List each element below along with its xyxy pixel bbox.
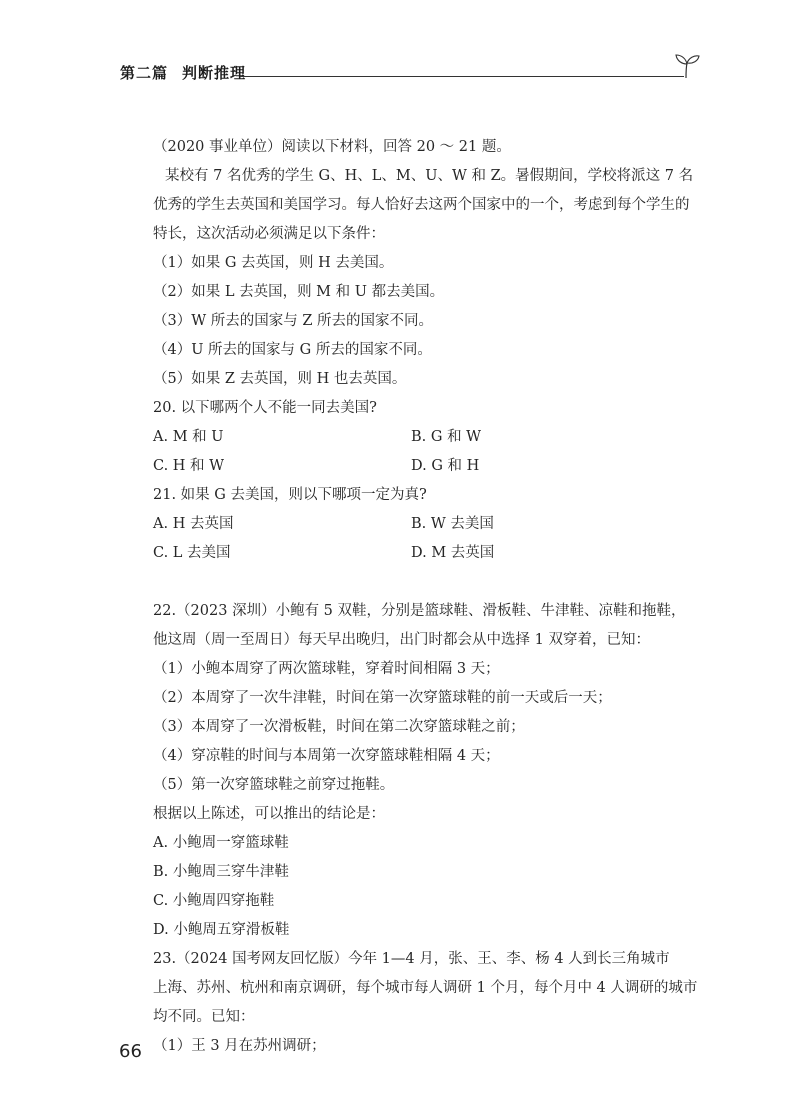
condition-line: （3）本周穿了一次滑板鞋，时间在第二次穿篮球鞋之前；: [153, 719, 525, 735]
condition-line: （4）U 所去的国家与 G 所去的国家不同。: [153, 342, 432, 358]
section-label: 第二篇: [120, 64, 169, 82]
q23-stem: 23.（2024 国考网友回忆版）今年 1—4 月，张、王、李、杨 4 人到长三角城市: [153, 951, 670, 967]
material-paragraph: 优秀的学生去英国和美国学习。每人恰好去这两个国家中的一个，考虑到每个学生的: [153, 197, 690, 213]
q21-options-row: [153, 510, 698, 539]
condition-line: （4）穿凉鞋的时间与本周第一次穿篮球鞋相隔 4 天；: [153, 748, 500, 764]
page-header: [112, 60, 702, 88]
condition-line: （1）小鲍本周穿了两次篮球鞋，穿着时间相隔 3 天；: [153, 661, 500, 677]
condition-line: （1）王 3 月在苏州调研；: [153, 1038, 326, 1054]
option-a: A. M 和 U: [153, 429, 224, 445]
option-b: B. W 去美国: [411, 516, 494, 532]
q22-stem: 22.（2023 深圳）小鲍有 5 双鞋，分别是篮球鞋、滑板鞋、牛津鞋、凉鞋和拖鞋，: [153, 603, 686, 619]
option-d: D. G 和 H: [411, 458, 480, 474]
option-d: D. M 去英国: [411, 545, 495, 561]
q20-options-row: [153, 423, 698, 452]
q23-stem: 上海、苏州、杭州和南京调研，每个城市每人调研 1 个月，每个月中 4 人调研的城市: [153, 980, 698, 996]
material-paragraph: 特长，这次活动必须满足以下条件：: [153, 226, 385, 242]
option-a: A. H 去英国: [153, 516, 234, 532]
page-number: 66: [119, 1041, 142, 1062]
spacer: [153, 568, 698, 597]
header-title: [120, 62, 246, 83]
option-c: C. L 去美国: [153, 545, 231, 561]
option-a: A. 小鲍周一穿篮球鞋: [153, 835, 289, 851]
q22-stem: 他这周（周一至周日）每天早出晚归，出门时都会从中选择 1 双穿着，已知：: [153, 632, 650, 648]
condition-line: （5）第一次穿篮球鞋之前穿过拖鞋。: [153, 777, 395, 793]
q20-options-row: [153, 452, 698, 481]
section-title: 判断推理: [182, 64, 247, 82]
q21-stem: 21. 如果 G 去美国，则以下哪项一定为真?: [153, 487, 427, 503]
option-b: B. G 和 W: [411, 429, 482, 445]
q23-stem: 均不同。已知：: [153, 1009, 255, 1025]
condition-line: （5）如果 Z 去英国，则 H 也去英国。: [153, 371, 407, 387]
option-d: D. 小鲍周五穿滑板鞋: [153, 922, 290, 938]
q20-21-intro: （2020 事业单位）阅读以下材料，回答 20 ～ 21 题。: [153, 139, 511, 155]
option-c: C. H 和 W: [153, 458, 225, 474]
condition-line: （2）如果 L 去英国，则 M 和 U 都去美国。: [153, 284, 445, 300]
material-paragraph: 某校有 7 名优秀的学生 G、H、L、M、U、W 和 Z。暑假期间，学校将派这 7 名: [165, 168, 694, 184]
header-rule: [240, 76, 684, 77]
q20-stem: 20. 以下哪两个人不能一同去美国?: [153, 400, 377, 416]
page-content: [153, 133, 698, 1061]
condition-line: （1）如果 G 去英国，则 H 去美国。: [153, 255, 394, 271]
condition-line: （3）W 所去的国家与 Z 所去的国家不同。: [153, 313, 434, 329]
condition-line: （2）本周穿了一次牛津鞋，时间在第一次穿篮球鞋的前一天或后一天；: [153, 690, 612, 706]
option-c: C. 小鲍周四穿拖鞋: [153, 893, 275, 909]
q22-prompt: 根据以上陈述，可以推出的结论是：: [153, 806, 385, 822]
option-b: B. 小鲍周三穿牛津鞋: [153, 864, 289, 880]
q21-options-row: [153, 539, 698, 568]
sprout-icon: [672, 50, 702, 80]
